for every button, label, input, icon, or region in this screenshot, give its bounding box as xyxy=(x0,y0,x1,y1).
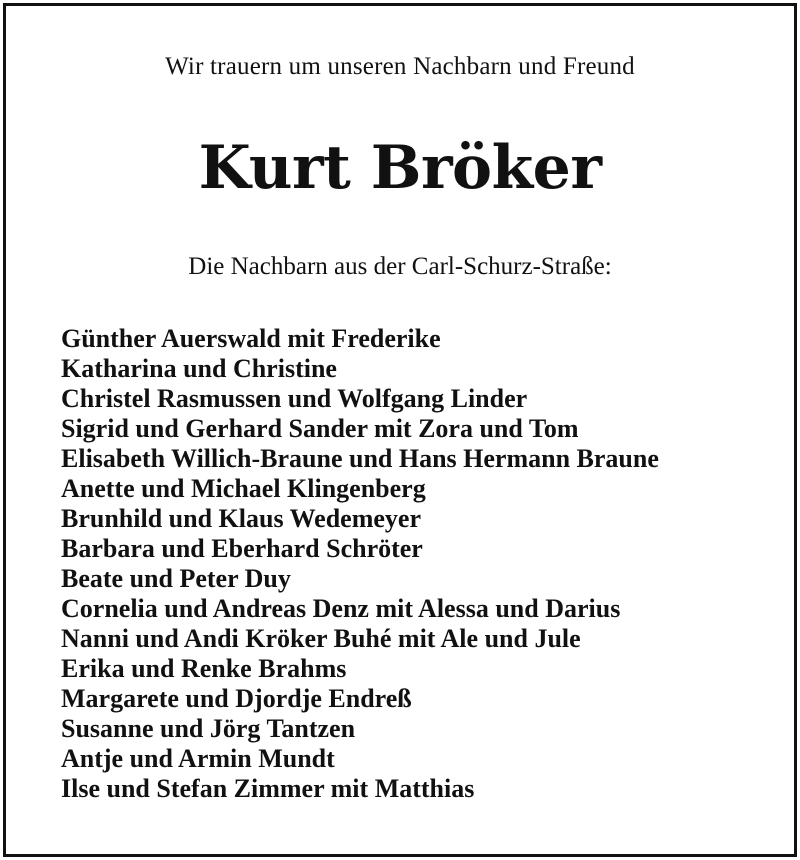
neighbor-entry: Beate und Peter Duy xyxy=(61,564,291,593)
neighbor-entry: Katharina und Christine xyxy=(61,354,337,383)
neighbor-entry: Nanni und Andi Kröker Buhé mit Ale und Jule xyxy=(61,624,581,653)
neighbor-entry: Ilse und Stefan Zimmer mit Matthias xyxy=(61,774,475,803)
deceased-name: Kurt Bröker xyxy=(198,133,602,203)
neighbor-entry: Günther Auerswald mit Frederike xyxy=(61,324,441,353)
neighbors-heading: Die Nachbarn aus der Carl-Schurz-Straße: xyxy=(188,253,612,280)
neighbor-entry: Sigrid und Gerhard Sander mit Zora und Tom xyxy=(61,414,579,443)
intro-line: Wir trauern um unseren Nachbarn und Freund xyxy=(165,53,635,80)
neighbor-entry: Elisabeth Willich-Braune und Hans Hermann Braune xyxy=(61,444,659,473)
obituary-notice xyxy=(3,3,797,857)
neighbor-entry: Susanne und Jörg Tantzen xyxy=(61,714,356,743)
neighbor-entry: Antje und Armin Mundt xyxy=(61,744,335,773)
neighbor-entry: Barbara und Eberhard Schröter xyxy=(61,534,423,563)
neighbor-entry: Anette und Michael Klingenberg xyxy=(61,474,426,503)
neighbor-entry: Cornelia und Andreas Denz mit Alessa und Darius xyxy=(61,594,621,623)
neighbor-list xyxy=(61,324,659,804)
neighbor-entry: Brunhild und Klaus Wedemeyer xyxy=(61,504,421,533)
neighbor-entry: Christel Rasmussen und Wolfgang Linder xyxy=(61,384,528,413)
neighbor-entry: Erika und Renke Brahms xyxy=(61,654,347,683)
neighbor-entry: Margarete und Djordje Endreß xyxy=(61,684,412,713)
